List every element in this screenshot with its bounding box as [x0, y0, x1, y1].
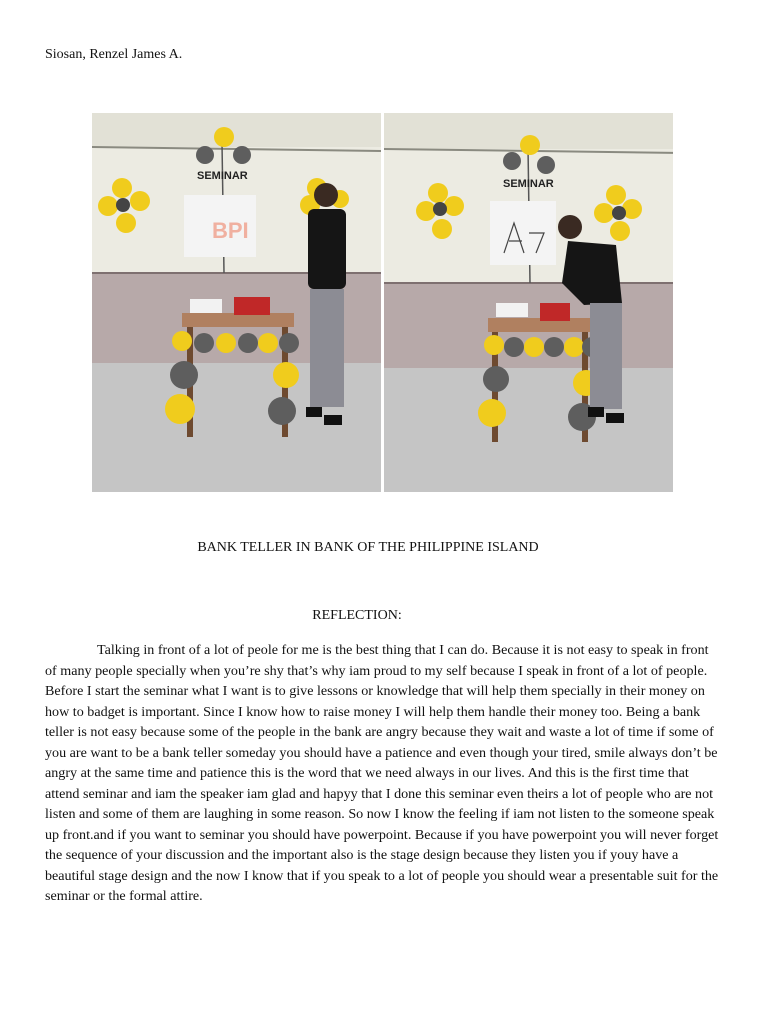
author-name: Siosan, Renzel James A.	[45, 47, 183, 62]
screen-text: BPI	[212, 218, 249, 243]
seminar-photo-1	[92, 113, 381, 492]
section-heading: REFLECTION:	[312, 608, 402, 623]
reflection-paragraph: Talking in front of a lot of peole for me is the best thing that I can do. Because it is not easy to speak in front of many people specially when you’re shy that’s why iam proud to my self because I speak in front of a lot of people. Before I start the seminar what I want is to give lessons or knowledge that will help them specially in their money on how to badget is important. Since I know how to raise money I will help them handle their money too. Being a bank teller is not easy because some of the people in the bank are angry because they wait and waste a lot of time if some of you are want to be a bank teller someday you should have a patience and even though your tired, smile always don’t be angry at the same time and patience this is the word that we need always in our lives. And this is the first time that attend seminar and iam the speaker iam glad and hapyy that I done this seminar even theirs a lot of people who are not listen and some of them are laughing in some reason. So now I know the feeling if iam not listen to the someone speak up front.and if you want to seminar you should have powerpoint. Because if you have powerpoint you will never forget the sequence of your discussion and the important also is the stage design because they listen you if youy have a beautiful stage design and the now I know that if you speak to a lot of people you should wear a presentable suit for the seminar or the formal attire.	[45, 642, 719, 904]
banner-text: SEMINAR	[503, 178, 554, 190]
banner-text: SEMINAR	[197, 170, 248, 182]
document-title: BANK TELLER IN BANK OF THE PHILIPPINE ISLAND	[197, 540, 539, 555]
seminar-photo-2	[384, 113, 673, 492]
seminar-photos	[92, 113, 684, 492]
